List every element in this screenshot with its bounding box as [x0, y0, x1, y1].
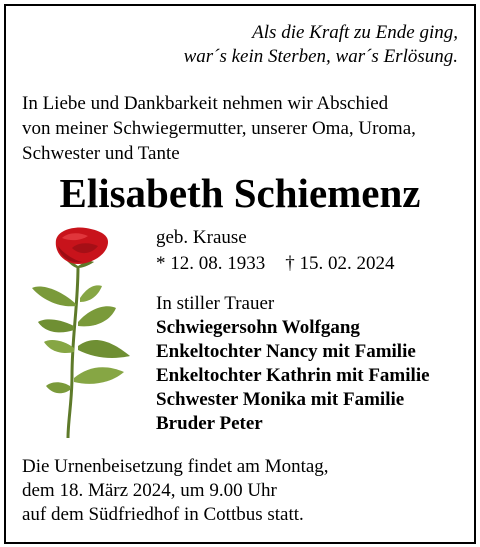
mourning-heading: In stiller Trauer [156, 293, 275, 314]
funeral-details [22, 455, 462, 527]
mourner-item: Schwiegersohn Wolfgang [156, 317, 360, 338]
mourners-list [156, 316, 430, 436]
death-date: † 15. 02. 2024 [285, 253, 395, 274]
funeral-line-3: auf dem Südfriedhof in Cottbus statt. [22, 504, 304, 525]
mourner-item: Bruder Peter [156, 413, 263, 434]
motto-verse [118, 21, 458, 69]
intro-line-2: von meiner Schwiegermutter, unserer Oma, Uroma, [22, 118, 416, 139]
farewell-intro [22, 91, 462, 166]
deceased-name: Elisabeth Schiemenz [59, 170, 421, 216]
funeral-line-1: Die Urnenbeisetzung findet am Montag, [22, 456, 329, 477]
intro-line-3: Schwester und Tante [22, 143, 180, 164]
red-rose-icon [28, 226, 138, 441]
birth-date: * 12. 08. 1933 [156, 253, 266, 274]
birth-name: geb. Krause [156, 227, 247, 248]
mourner-item: Enkeltochter Nancy mit Familie [156, 341, 416, 362]
mourner-item: Enkeltochter Kathrin mit Familie [156, 365, 430, 386]
motto-line-1: Als die Kraft zu Ende ging, [252, 22, 458, 43]
life-dates [156, 252, 395, 276]
funeral-line-2: dem 18. März 2024, um 9.00 Uhr [22, 480, 277, 501]
motto-line-2: war´s kein Sterben, war´s Erlösung. [183, 46, 458, 67]
mourner-item: Schwester Monika mit Familie [156, 389, 405, 410]
intro-line-1: In Liebe und Dankbarkeit nehmen wir Abschied [22, 93, 389, 114]
